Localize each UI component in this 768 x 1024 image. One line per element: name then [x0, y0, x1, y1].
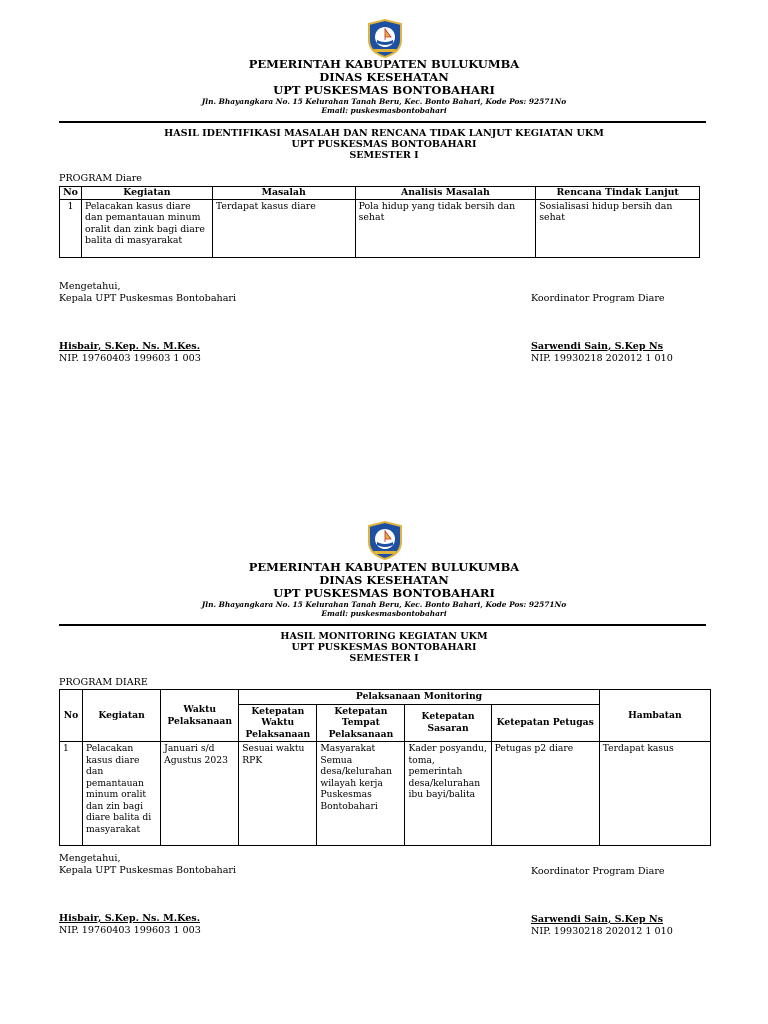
mengetahui-label: Mengetahui,	[59, 281, 121, 292]
right-signatory-nip: NIP. 19930218 202012 1 010	[531, 926, 673, 937]
col-hambatan: Hambatan	[599, 690, 710, 742]
letterhead-address: Jln. Bhayangkara No. 15 Kelurahan Tanah Beru, Kec. Bonto Bahari, Kode Pos: 92571No	[201, 97, 567, 106]
monitoring-table	[59, 689, 711, 846]
col-ketepatan-tempat: Ketepatan Tempat Pelaksanaan	[317, 704, 405, 742]
letterhead-line1: PEMERINTAH KABUPATEN BULUKUMBA	[248, 57, 520, 71]
program-label: PROGRAM DIARE	[59, 677, 148, 688]
bulukumba-emblem-icon	[366, 520, 404, 560]
right-signatory-title: Koordinator Program Diare	[531, 866, 665, 877]
cell-kegiatan: Pelacakan kasus diare dan pemantauan minum oralit dan zink bagi diare balita di masyarakat	[81, 199, 212, 257]
mengetahui-label: Mengetahui,	[59, 853, 121, 864]
signature-left	[59, 853, 236, 937]
col-ketepatan-sasaran: Ketepatan Sasaran	[405, 704, 491, 742]
col-waktu: Waktu Pelaksanaan	[161, 690, 239, 742]
right-signatory-name: Sarwendi Sain, S.Kep Ns	[531, 341, 664, 352]
cell-ketepatan-petugas: Petugas p2 diare	[491, 742, 599, 846]
col-masalah: Masalah	[212, 187, 355, 200]
col-pelaksanaan-monitoring: Pelaksanaan Monitoring	[239, 690, 600, 705]
letterhead-line3: UPT PUSKESMAS BONTOBAHARI	[273, 83, 495, 97]
col-kegiatan: Kegiatan	[83, 690, 161, 742]
cell-ketepatan-sasaran: Kader posyandu, toma, pemerintah desa/kelurahan ibu bayi/balita	[405, 742, 491, 846]
section-monitoring	[0, 502, 768, 1024]
left-signatory-title: Kepala UPT Puskesmas Bontobahari	[59, 865, 237, 876]
cell-no: 1	[60, 742, 83, 846]
left-signatory-name: Hisbair, S.Kep. Ns. M.Kes.	[59, 913, 201, 924]
title-line1: HASIL IDENTIFIKASI MASALAH DAN RENCANA TIDAK LANJUT KEGIATAN UKM	[164, 128, 604, 139]
identifikasi-table	[59, 186, 700, 258]
right-signatory-name: Sarwendi Sain, S.Kep Ns	[531, 914, 664, 925]
col-rencana: Rencana Tindak Lanjut	[536, 187, 700, 200]
right-signatory-nip: NIP. 19930218 202012 1 010	[531, 353, 673, 364]
col-kegiatan: Kegiatan	[81, 187, 212, 200]
letterhead-line2: DINAS KESEHATAN	[319, 70, 449, 84]
letterhead	[0, 561, 768, 618]
cell-masalah: Terdapat kasus diare	[212, 199, 355, 257]
col-no: No	[60, 187, 82, 200]
title-line3: SEMESTER I	[349, 653, 419, 664]
letterhead-line1: PEMERINTAH KABUPATEN BULUKUMBA	[248, 560, 520, 574]
letterhead	[0, 58, 768, 115]
table-row	[60, 742, 711, 846]
letterhead-email: Email: puskesmasbontobahari	[321, 106, 447, 115]
col-analisis: Analisis Masalah	[355, 187, 536, 200]
cell-waktu: Januari s/d Agustus 2023	[161, 742, 239, 846]
title-line2: UPT PUSKESMAS BONTOBAHARI	[291, 642, 477, 653]
cell-no: 1	[60, 199, 82, 257]
document-title	[0, 128, 768, 161]
cell-kegiatan: Pelacakan kasus diare dan pemantauan minum oralit dan zin bagi diare balita di masyarakat	[83, 742, 161, 846]
cell-ketepatan-tempat: Masyarakat Semua desa/kelurahan wilayah kerja Puskesmas Bontobahari	[317, 742, 405, 846]
table-row	[60, 199, 700, 257]
table-header-row	[60, 690, 711, 705]
cell-analisis: Pola hidup yang tidak bersih dan sehat	[355, 199, 536, 257]
col-ketepatan-petugas: Ketepatan Petugas	[491, 704, 599, 742]
right-signatory-title: Koordinator Program Diare	[531, 293, 665, 304]
col-ketepatan-waktu: Ketepatan Waktu Pelaksanaan	[239, 704, 317, 742]
letterhead-line2: DINAS KESEHATAN	[319, 573, 449, 587]
letterhead-divider	[59, 121, 706, 123]
program-label: PROGRAM Diare	[59, 173, 142, 184]
letterhead-email: Email: puskesmasbontobahari	[321, 609, 447, 618]
title-line1: HASIL MONITORING KEGIATAN UKM	[280, 631, 488, 642]
title-line3: SEMESTER I	[349, 150, 419, 161]
bulukumba-emblem-icon	[366, 18, 404, 58]
signature-left	[59, 281, 236, 365]
title-line2: UPT PUSKESMAS BONTOBAHARI	[291, 139, 477, 150]
left-signatory-name: Hisbair, S.Kep. Ns. M.Kes.	[59, 341, 201, 352]
signature-right	[531, 293, 673, 365]
letterhead-divider	[59, 624, 706, 626]
letterhead-line3: UPT PUSKESMAS BONTOBAHARI	[273, 586, 495, 600]
signature-right	[531, 866, 673, 938]
document-title	[0, 631, 768, 664]
cell-hambatan: Terdapat kasus	[599, 742, 710, 846]
col-no: No	[60, 690, 83, 742]
table-header-row	[60, 187, 700, 200]
letterhead-address: Jln. Bhayangkara No. 15 Kelurahan Tanah Beru, Kec. Bonto Bahari, Kode Pos: 92571No	[201, 600, 567, 609]
left-signatory-nip: NIP. 19760403 199603 1 003	[59, 353, 201, 364]
cell-ketepatan-waktu: Sesuai waktu RPK	[239, 742, 317, 846]
left-signatory-title: Kepala UPT Puskesmas Bontobahari	[59, 293, 237, 304]
cell-rencana: Sosialisasi hidup bersih dan sehat	[536, 199, 700, 257]
left-signatory-nip: NIP. 19760403 199603 1 003	[59, 925, 201, 936]
